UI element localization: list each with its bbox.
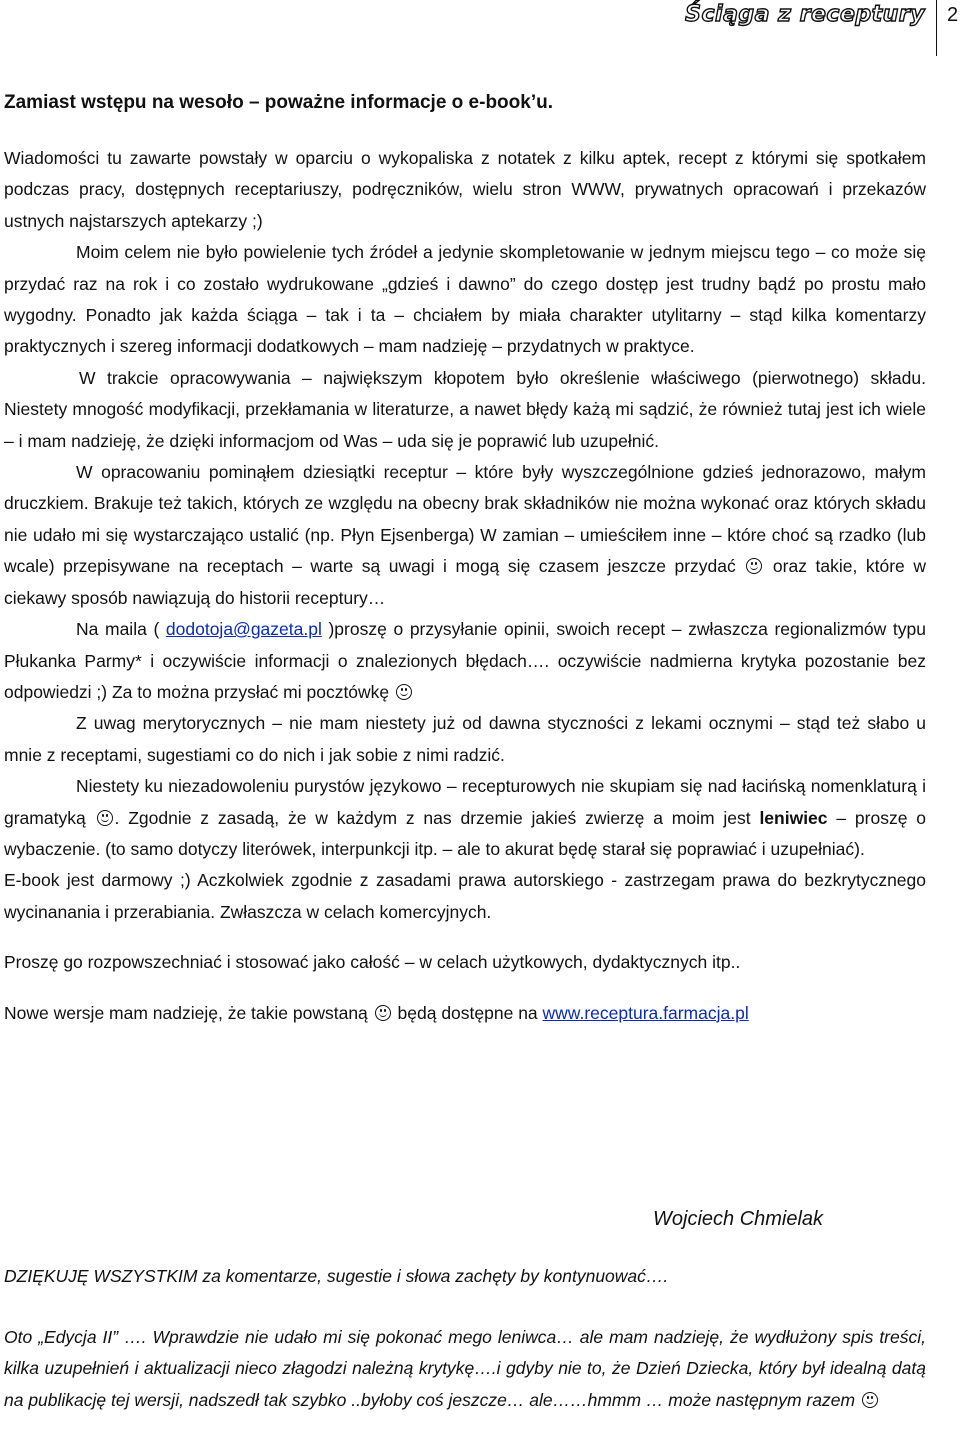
edition-note <box>4 1322 926 1416</box>
smiley-icon <box>375 1005 391 1021</box>
paragraph-omissions <box>4 457 926 614</box>
paragraph-new-versions <box>4 998 926 1029</box>
smiley-icon <box>862 1392 878 1408</box>
paragraph-text: Niestety ku niezadowoleniu purystów językowo – recepturowych nie skupiam się nad łacińską nomenklaturą i gramatyką <box>4 776 926 828</box>
paragraph-text: . Zgodnie z zasadą, że w każdym z nas drzemie jakieś zwierzę a moim jest <box>114 807 760 828</box>
paragraph-text: oraz takie, które w ciekawy sposób nawiązują do historii receptury… <box>4 556 926 608</box>
paragraph-text: będą dostępne na <box>392 1002 543 1023</box>
paragraph-eye-drugs: Z uwag merytorycznych – nie mam niestety już od dawna styczności z lekami ocznymi – stąd też słabo u mnie z receptami, sugestiami co do nich i jak sobie z nimi radzić. <box>4 713 926 765</box>
paragraph-text: Nowe wersje mam nadzieję, że takie powstaną <box>4 1002 368 1023</box>
paragraph-text: – proszę o wybaczenie. (to samo dotyczy literówek, interpunkcji itp. – ale to akurat będę starał się poprawiać i uzupełniać). <box>4 807 926 859</box>
paragraph-sources: Wiadomości tu zawarte powstały w oparciu o wykopaliska z notatek z kilku aptek, recept z którymi się spotkałem podczas pracy, dostępnych receptariuszy, podręczników, wielu stron WWW, prywatnych opracowań i przekazów ustnych najstarszych aptekarzy ;) <box>4 148 926 231</box>
paragraph-text: Na maila ( <box>76 619 166 640</box>
author-signature: Wojciech Chmielak <box>653 1208 824 1230</box>
page-number: 2 <box>947 4 959 26</box>
edition-text: Oto „Edycja II” …. Wprawdzie nie udało mi się pokonać mego leniwca… ale mam nadzieję, że wydłużony spis treści, kilka uzupełnień i aktualizacji nieco złagodzi należną krytykę….i gdyby nie to, że Dzień Dziecka, który był idealną datą na publikację tej wersji, nadszedł tak szybko ..byłoby coś jeszcze… ale……hmmm … może następnym razem <box>4 1327 926 1410</box>
paragraph-distribution: Proszę go rozpowszechniać i stosować jako całość – w celach użytkowych, dydaktycznych itp.. <box>4 952 741 973</box>
header-divider <box>936 0 937 56</box>
smiley-icon <box>396 684 412 700</box>
paragraph-copyright: E-book jest darmowy ;) Aczkolwiek zgodnie z zasadami prawa autorskiego - zastrzegam prawa do bezkrytycznego wycinanania i przerabiania. Zwłaszcza w celach komercyjnych. <box>4 870 926 922</box>
paragraph-text: )proszę o przysyłanie opinii, swoich recept – zwłaszcza regionalizmów typu Płukanka Parmy* i oczywiście informacji o znalezionych błędach…. oczywiście nadmierna krytyka pozostanie bez odpowiedzi ;) Za to można przysłać mi pocztówkę <box>4 619 926 702</box>
website-link[interactable]: www.receptura.farmacja.pl <box>542 1002 749 1023</box>
paragraph-composition: W trakcie opracowywania – największym kłopotem było określenie właściwego (pierwotnego) składu. Niestety mnogość modyfikacji, przekłamania w literaturze, a nawet błędy każą mi sądzić, że również tutaj jest ich wiele – i mam nadzieję, że dzięki informacjom od Was – uda się je poprawić lub uzupełnić. <box>4 367 926 451</box>
thanks-note: DZIĘKUJĘ WSZYSTKIM za komentarze, sugestie i słowa zachęty by kontynuować…. <box>4 1266 669 1286</box>
paragraph-text: W opracowaniu pominąłem dziesiątki receptur – które były wyszczególnione gdzieś jednorazowo, małym druczkiem. Brakuje też takich, których ze względu na obecny brak składników nie można wykonać oraz których składu nie udało mi się wystarczająco ustalić (np. Płyn Ejsenberga) W zamian – umieściłem inne – które choć są rzadko (lub wcale) przepisywane na receptach – warte są uwagi i mogą się czasem jeszcze przydać <box>4 462 926 577</box>
running-title: Ściąga z receptury <box>685 2 925 27</box>
smiley-icon <box>97 810 113 826</box>
paragraph-contact <box>4 614 926 708</box>
email-link[interactable]: dodotoja@gazeta.pl <box>165 619 322 640</box>
page-title: Zamiast wstępu na wesoło – poważne informacje o e-book’u. <box>4 92 553 113</box>
body-text <box>4 143 926 1029</box>
smiley-icon <box>746 558 762 574</box>
paragraph-goal: Moim celem nie było powielenie tych źródeł a jedynie skompletowanie w jednym miejscu tego – co może się przydać raz na rok i co zostało wydrukowane „gdzieś i dawno” do czego dostęp jest trudny bądź po prostu mało wygodny. Ponadto jak każda ściąga – tak i ta – chciałem by miała charakter utylitarny – stąd kilka komentarzy praktycznych i szereg informacji dodatkowych – mam nadzieję – przydatnych w praktyce. <box>4 242 926 357</box>
bold-word: leniwiec <box>759 807 828 828</box>
paragraph-latin <box>4 771 926 865</box>
